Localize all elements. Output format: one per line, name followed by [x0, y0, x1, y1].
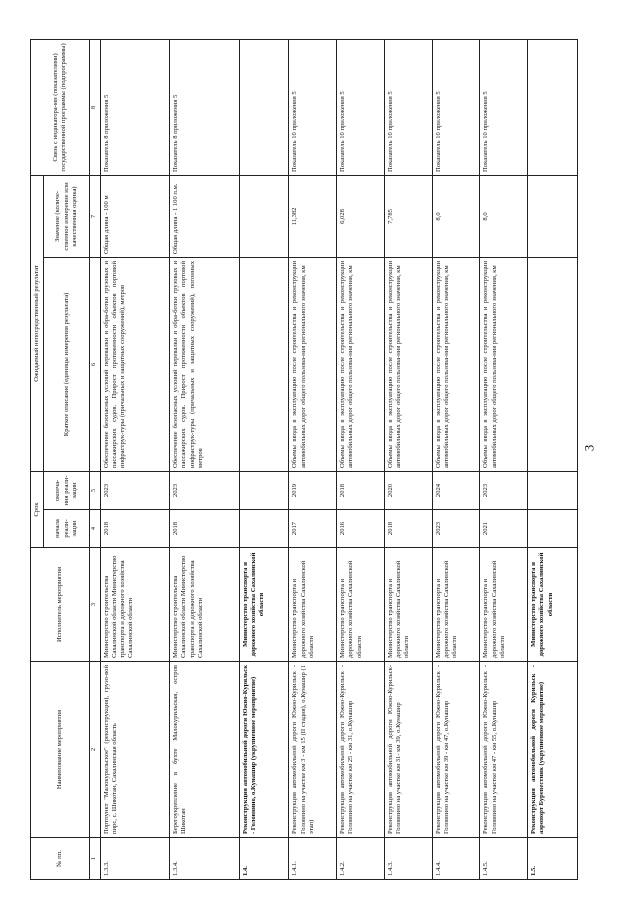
indicator-link: Показатель 10 приложения 5: [432, 39, 480, 175]
row-number: 1.3.3.: [100, 838, 169, 880]
result-value: 11,382: [289, 175, 337, 257]
table-row: [170, 39, 239, 879]
table-row: [289, 39, 337, 879]
header-term: Срок: [31, 471, 44, 547]
header-start: начала реали-зации: [44, 510, 90, 548]
column-number: 1: [90, 838, 101, 880]
rotated-table-container: [30, 40, 578, 880]
start-year: 2023: [432, 510, 480, 548]
end-year: 2023: [170, 471, 239, 509]
start-year: [239, 510, 289, 548]
row-number: 1.4.5.: [480, 838, 528, 880]
result-value: 6,028: [337, 175, 385, 257]
column-number: 5: [90, 471, 101, 509]
table-row: [384, 39, 432, 879]
result-value: Общая длина - 100 м: [100, 175, 169, 257]
executor: Министерство транспорта и дорожного хозяйства Сахалинской области: [337, 548, 385, 662]
column-number: 2: [90, 662, 101, 838]
end-year: 2020: [384, 471, 432, 509]
result-value: [528, 175, 578, 257]
measure-name: Реконструкция автомобильной дороги Курильск - аэропорт Буревестник (укрупненное мероприятие): [528, 662, 578, 838]
measure-name: Реконструкция автомобильной дороги Южно-Курильск - Головнино на участке км 25 - км 31, о.Кунашир: [337, 662, 385, 838]
end-year: [239, 471, 289, 509]
indicator-link: Показатель 10 приложения 5: [337, 39, 385, 175]
end-year: 2023: [100, 471, 169, 509]
table-row: [100, 39, 169, 879]
indicator-link: [528, 39, 578, 175]
result-value: 8,0: [432, 175, 480, 257]
result-description: Обеспечение безопасных условий перевалки и обра-ботки грузовых и пассажирских судов. Прирост протяженности объектов портовой инфраструк-туры (причальных и защитных сооружений), метров: [100, 257, 169, 471]
start-year: 2018: [170, 510, 239, 548]
header-result: Ожидаемый непосредственный результат: [31, 175, 44, 471]
header-executor: Исполнитель мероприятия: [31, 548, 90, 662]
result-description: [239, 257, 289, 471]
end-year: 2019: [289, 471, 337, 509]
header-description: Краткое описание (единицы измерения результата): [44, 257, 90, 471]
header-indicator-link: Связь с индикатора-ми (показателями) государственной программы (подпрограммы): [31, 39, 90, 175]
indicator-link: Показатель 8 приложения 5: [170, 39, 239, 175]
row-number: 1.4.4.: [432, 838, 480, 880]
table-row: [337, 39, 385, 879]
table-row: [432, 39, 480, 879]
measure-name: Портпункт "Малокурильское" (реконструкция), грузо-вой пирс, с. Шикотан, Сахалинская область: [100, 662, 169, 838]
result-description: Объемы ввода в эксплуатацию после строительства и реконструкции автомобильных дорог общего пользова-ния регионального значения, км: [289, 257, 337, 471]
executor: Министерство транспорта и дорожного хозяйства Сахалинской области: [289, 548, 337, 662]
executor: Министерство строительства Сахалинской области Министерство транспорта и дорожного хозяйства Сахалинской области: [170, 548, 239, 662]
row-number: 1.4.2.: [337, 838, 385, 880]
end-year: 2023: [480, 471, 528, 509]
executor: Министерство транспорта и дорожного хозяйства Сахалинской области: [480, 548, 528, 662]
measure-name: Реконструкция автомобильной дороги Южно-Курильск - Головнино, о.Кунашир (укрупненное мероприятие): [239, 662, 289, 838]
executor: Министерство транспорта и дорожного хозяйства Сахалинской области: [432, 548, 480, 662]
result-value: 7,785: [384, 175, 432, 257]
result-description: Объемы ввода в эксплуатацию после строительства и реконструкции автомобильных дорог общего пользова-ния регионального значения, км: [432, 257, 480, 471]
result-description: Объемы ввода в эксплуатацию после строительства и реконструкции автомобильных дорог общего пользова-ния регионального значения, км: [480, 257, 528, 471]
result-description: Объемы ввода в эксплуатацию после строительства и реконструкции автомобильных дорог общего пользова-ния регионального значения, км: [337, 257, 385, 471]
table-body: [100, 39, 577, 879]
header-number: № пп.: [31, 838, 90, 880]
page-number: 3: [581, 444, 597, 452]
result-description: Объемы ввода в эксплуатацию после строительства и реконструкции автомобильных дорог общего пользова-ния регионального значения, км: [384, 257, 432, 471]
row-number: 1.4.3.: [384, 838, 432, 880]
executor: Министерство транспорта и дорожного хозяйства Сахалинской области: [384, 548, 432, 662]
start-year: 2017: [289, 510, 337, 548]
start-year: [528, 510, 578, 548]
column-number: 4: [90, 510, 101, 548]
indicator-link: Показатель 10 приложения 5: [384, 39, 432, 175]
indicator-link: [239, 39, 289, 175]
end-year: 2024: [432, 471, 480, 509]
measure-name: Реконструкция автомобильной дороги Южно-Курильск-Головнино на участке км 31- км 39, о.Кунашир: [384, 662, 432, 838]
column-number: 3: [90, 548, 101, 662]
start-year: 2018: [100, 510, 169, 548]
row-number: 1.4.: [239, 838, 289, 880]
start-year: 2016: [337, 510, 385, 548]
column-number-row: [90, 39, 101, 879]
measure-name: Реконструкция автомобильной дороги Южно-Курильск - Головнино на участке км 47 - км 55, о.Кунашир: [480, 662, 528, 838]
measure-name: Берегоукрепление в бухте Малокурильская, остров Шикотан: [170, 662, 239, 838]
indicator-link: Показатель 8 приложения 5: [100, 39, 169, 175]
row-number: 1.4.1.: [289, 838, 337, 880]
row-number: 1.5.: [528, 838, 578, 880]
column-number: 7: [90, 175, 101, 257]
measure-name: Реконструкция автомобильной дороги Южно-Курильск - Головнино на участке км 3 - км 15 (II стадия), о.Кунашир (1 этап): [289, 662, 337, 838]
executor: Министерство транспорта и дорожного хозяйства Сахалинской области: [239, 548, 289, 662]
measure-name: Реконструкция автомобильной дороги Южно-Курильск - Головнино на участке км 39 - км 47, о.Кунашир: [432, 662, 480, 838]
indicator-link: Показатель 10 приложения 5: [289, 39, 337, 175]
result-description: [528, 257, 578, 471]
start-year: 2018: [384, 510, 432, 548]
end-year: 2018: [337, 471, 385, 509]
table-row: [528, 39, 578, 879]
result-value: 8,0: [480, 175, 528, 257]
header-name: Наименование мероприятия: [31, 662, 90, 838]
measures-table: [30, 39, 578, 880]
start-year: 2021: [480, 510, 528, 548]
executor: Министерство строительства Сахалинской области Министерство транспорта и дорожного хозяйства Сахалинской области: [100, 548, 169, 662]
table-row: [480, 39, 528, 879]
column-number: 6: [90, 257, 101, 471]
executor: Министерство транспорта и дорожного хозяйства Сахалинской области: [528, 548, 578, 662]
header-end: оконча-ния реали-зации: [44, 471, 90, 509]
end-year: [528, 471, 578, 509]
result-value: Общая длина - 1 100 п.м.: [170, 175, 239, 257]
indicator-link: Показатель 10 приложения 5: [480, 39, 528, 175]
header-value: Значение (количе-ственное измерение или качественная оценка): [44, 175, 90, 257]
table-row: [239, 39, 289, 879]
row-number: 1.3.4.: [170, 838, 239, 880]
column-number: 8: [90, 39, 101, 175]
result-value: [239, 175, 289, 257]
result-description: Обеспечение безопасных условий перевалки и обра-ботки грузовых и пассажирских судов. Прирост протяженности объектов портовой инфраструк-туры (причальных и защитных сооружений), погонных метров: [170, 257, 239, 471]
